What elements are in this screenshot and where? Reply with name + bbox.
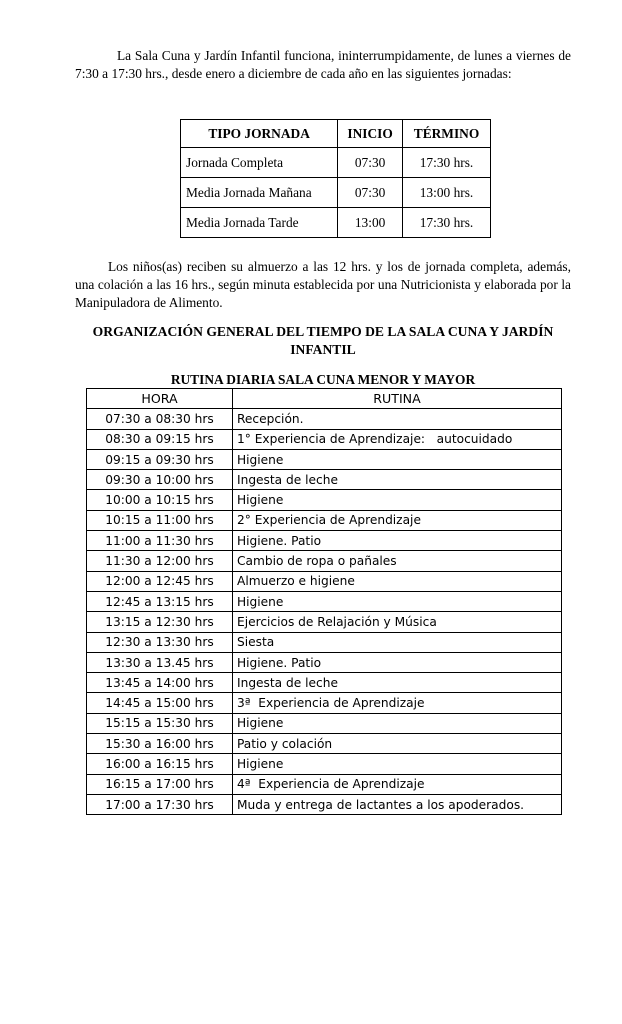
hora-cell: 13:15 a 12:30 hrs xyxy=(87,612,233,632)
jornada-type-cell: Jornada Completa xyxy=(181,148,338,178)
intro-paragraph: La Sala Cuna y Jardín Infantil funciona, ininterrumpidamente, de lunes a viernes de 7:30 a 17:30 hrs., desde enero a diciembre de cada año en las siguientes jornadas: xyxy=(75,48,571,81)
hora-cell: 16:00 a 16:15 hrs xyxy=(87,754,233,774)
table-row xyxy=(181,148,491,178)
hora-cell: 12:45 a 13:15 hrs xyxy=(87,591,233,611)
hora-cell: 12:30 a 13:30 hrs xyxy=(87,632,233,652)
rutina-cell: Higiene xyxy=(233,449,562,469)
table-row xyxy=(87,774,562,794)
table-row xyxy=(87,531,562,551)
table-header-row xyxy=(181,120,491,148)
hora-cell: 12:00 a 12:45 hrs xyxy=(87,571,233,591)
almuerzo-paragraph: Los niños(as) reciben su almuerzo a las 12 hrs. y los de jornada completa, además, una colación a las 16 hrs., según minuta establecida por una Nutricionista y elaborada por la Manipuladora de Alimento. xyxy=(75,259,571,310)
rutina-cell: Higiene xyxy=(233,713,562,733)
hora-cell: 17:00 a 17:30 hrs xyxy=(87,794,233,814)
table-row xyxy=(87,591,562,611)
header-inicio: INICIO xyxy=(338,120,403,148)
start-cell: 13:00 xyxy=(338,208,403,238)
hora-cell: 13:30 a 13.45 hrs xyxy=(87,652,233,672)
rutina-cell: Ejercicios de Relajación y Música xyxy=(233,612,562,632)
rutina-cell: Higiene xyxy=(233,591,562,611)
table-row xyxy=(87,449,562,469)
table-row xyxy=(87,794,562,814)
rutina-cell: Cambio de ropa o pañales xyxy=(233,551,562,571)
table-row xyxy=(87,652,562,672)
rutina-cell: Recepción. xyxy=(233,409,562,429)
rutina-cell: Ingesta de leche xyxy=(233,673,562,693)
table-row xyxy=(87,754,562,774)
hora-cell: 09:30 a 10:00 hrs xyxy=(87,470,233,490)
table-row xyxy=(87,490,562,510)
jornada-type-cell: Media Jornada Mañana xyxy=(181,178,338,208)
table-row xyxy=(87,713,562,733)
jornada-table xyxy=(180,119,491,238)
table-row xyxy=(87,470,562,490)
rutina-cell: Siesta xyxy=(233,632,562,652)
table-row xyxy=(87,429,562,449)
table-row xyxy=(87,693,562,713)
table-row xyxy=(87,551,562,571)
table-row xyxy=(87,734,562,754)
hora-cell: 11:00 a 11:30 hrs xyxy=(87,531,233,551)
table-row xyxy=(181,178,491,208)
rutina-cell: Higiene xyxy=(233,754,562,774)
rutina-cell: Higiene xyxy=(233,490,562,510)
rutina-cell: Muda y entrega de lactantes a los apoderados. xyxy=(233,794,562,814)
rutina-table xyxy=(86,388,562,815)
rutina-cell: 4ª Experiencia de Aprendizaje xyxy=(233,774,562,794)
rutina-cell: 3ª Experiencia de Aprendizaje xyxy=(233,693,562,713)
header-termino: TÉRMINO xyxy=(403,120,491,148)
hora-cell: 09:15 a 09:30 hrs xyxy=(87,449,233,469)
hora-cell: 13:45 a 14:00 hrs xyxy=(87,673,233,693)
hora-cell: 10:15 a 11:00 hrs xyxy=(87,510,233,530)
rutina-cell: 2° Experiencia de Aprendizaje xyxy=(233,510,562,530)
hora-cell: 07:30 a 08:30 hrs xyxy=(87,409,233,429)
table-row xyxy=(87,409,562,429)
hora-cell: 16:15 a 17:00 hrs xyxy=(87,774,233,794)
rutina-cell: Higiene. Patio xyxy=(233,652,562,672)
table-row xyxy=(87,673,562,693)
rutina-cell: Patio y colación xyxy=(233,734,562,754)
start-cell: 07:30 xyxy=(338,178,403,208)
jornada-type-cell: Media Jornada Tarde xyxy=(181,208,338,238)
hora-cell: 14:45 a 15:00 hrs xyxy=(87,693,233,713)
rutina-table-title: RUTINA DIARIA SALA CUNA MENOR Y MAYOR xyxy=(170,372,476,387)
start-cell: 07:30 xyxy=(338,148,403,178)
rutina-cell: Ingesta de leche xyxy=(233,470,562,490)
table-row xyxy=(87,510,562,530)
header-tipo-jornada: TIPO JORNADA xyxy=(181,120,338,148)
hora-cell: 08:30 a 09:15 hrs xyxy=(87,429,233,449)
hora-cell: 15:15 a 15:30 hrs xyxy=(87,713,233,733)
header-hora: HORA xyxy=(87,389,233,409)
hora-cell: 11:30 a 12:00 hrs xyxy=(87,551,233,571)
rutina-cell: Almuerzo e higiene xyxy=(233,571,562,591)
end-cell: 17:30 hrs. xyxy=(403,208,491,238)
table-row xyxy=(181,208,491,238)
rutina-cell: Higiene. Patio xyxy=(233,531,562,551)
rutina-cell: 1° Experiencia de Aprendizaje: autocuidado xyxy=(233,429,562,449)
rutina-table-body xyxy=(87,409,562,815)
end-cell: 13:00 hrs. xyxy=(403,178,491,208)
table-row xyxy=(87,612,562,632)
header-rutina: RUTINA xyxy=(233,389,562,409)
table-row xyxy=(87,571,562,591)
table-row xyxy=(87,632,562,652)
end-cell: 17:30 hrs. xyxy=(403,148,491,178)
section-heading: ORGANIZACIÓN GENERAL DEL TIEMPO DE LA SALA CUNA Y JARDÍN INFANTIL xyxy=(92,324,554,357)
hora-cell: 10:00 a 10:15 hrs xyxy=(87,490,233,510)
hora-cell: 15:30 a 16:00 hrs xyxy=(87,734,233,754)
table-header-row xyxy=(87,389,562,409)
